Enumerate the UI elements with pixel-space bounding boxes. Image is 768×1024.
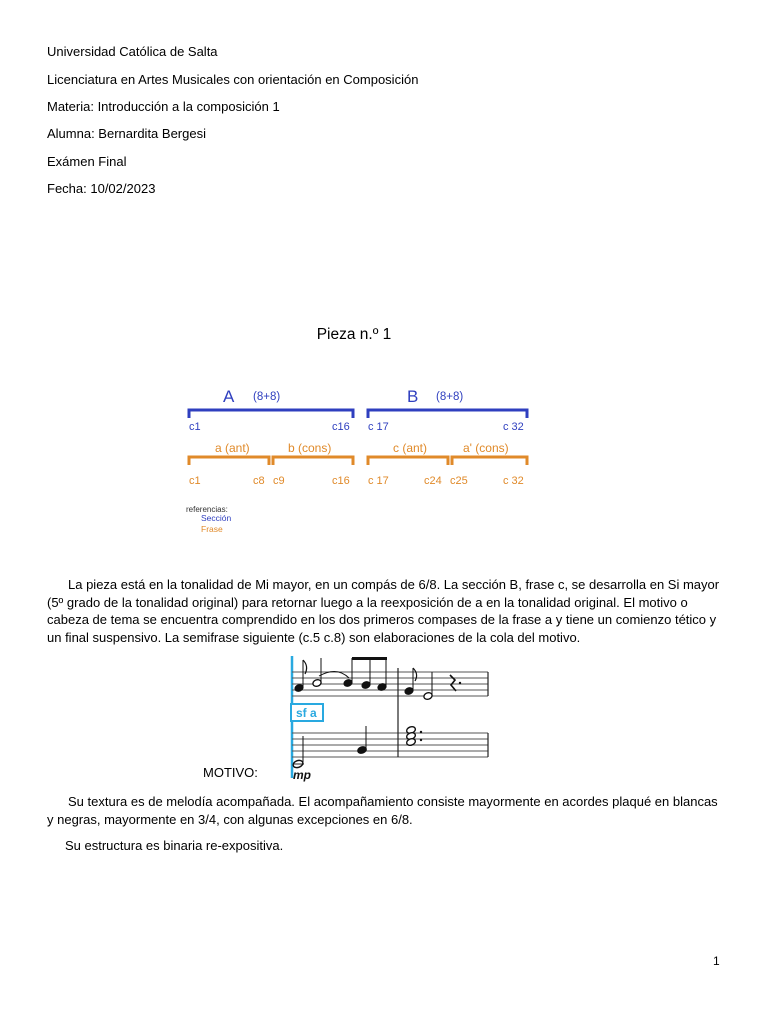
date-line: Fecha: 10/02/2023 bbox=[47, 181, 156, 196]
dot bbox=[459, 682, 461, 684]
phrase-c-start: c 17 bbox=[368, 475, 389, 487]
quarter-rest bbox=[450, 675, 456, 691]
legend-section: Sección bbox=[201, 513, 232, 523]
paragraph-structure-text: Su estructura es binaria re-expositiva. bbox=[65, 838, 284, 853]
phrase-a-end: c8 bbox=[253, 475, 265, 487]
phrase-b-label: b (cons) bbox=[288, 441, 332, 455]
phrase-c-label: c (ant) bbox=[393, 441, 428, 455]
student-line: Alumna: Bernardita Bergesi bbox=[47, 126, 206, 141]
section-b-start: c 17 bbox=[368, 421, 389, 433]
phrase-b-bracket bbox=[273, 457, 353, 465]
motif-melody-m1 bbox=[294, 657, 387, 692]
phrase-brackets bbox=[189, 457, 527, 465]
section-b-end: c 32 bbox=[503, 421, 524, 433]
section-b-bars: (8+8) bbox=[436, 391, 464, 403]
dot bbox=[420, 731, 422, 733]
piece-title: Pieza n.º 1 bbox=[316, 326, 392, 343]
section-a-label: A bbox=[223, 387, 235, 406]
degree-name: Licenciatura en Artes Musicales con orientación en Composición bbox=[47, 72, 419, 87]
phrase-a-start: c1 bbox=[189, 475, 201, 487]
legend-title: referencias: bbox=[186, 505, 228, 514]
paragraph-structure bbox=[47, 837, 727, 855]
phrase-b-start: c9 bbox=[273, 475, 285, 487]
university-name: Universidad Católica de Salta bbox=[47, 44, 218, 59]
subject-line: Materia: Introducción a la composición 1 bbox=[47, 99, 280, 114]
phrase-a-bracket bbox=[189, 457, 269, 465]
form-diagram bbox=[180, 380, 540, 540]
dynamic-marking: mp bbox=[293, 768, 311, 782]
motif-accompaniment bbox=[292, 726, 422, 769]
phrase-a2-label: a' (cons) bbox=[463, 441, 509, 455]
exam-line: Exámen Final bbox=[47, 154, 127, 169]
dot bbox=[420, 739, 422, 741]
phrase-a-label: a (ant) bbox=[215, 441, 250, 455]
paragraph-tonality bbox=[47, 576, 727, 646]
legend-phrase: Frase bbox=[201, 524, 223, 534]
section-a-start: c1 bbox=[189, 421, 201, 433]
note-flag bbox=[413, 668, 417, 681]
phrase-c-bracket bbox=[368, 457, 448, 465]
section-b-label: B bbox=[407, 387, 419, 406]
phrase-a2-start: c25 bbox=[450, 475, 468, 487]
section-a-bracket bbox=[189, 410, 353, 418]
section-brackets bbox=[189, 410, 527, 418]
phrase-a2-bracket bbox=[452, 457, 527, 465]
page-number: 1 bbox=[713, 954, 720, 968]
section-a-bars: (8+8) bbox=[253, 391, 281, 403]
section-a-end: c16 bbox=[332, 421, 350, 433]
motif-score bbox=[282, 654, 494, 782]
phrase-c-end: c24 bbox=[424, 475, 442, 487]
motif-sf-label: sf a bbox=[296, 706, 317, 720]
section-b-bracket bbox=[368, 410, 527, 418]
phrase-b-end: c16 bbox=[332, 475, 350, 487]
beam bbox=[352, 657, 387, 660]
paragraph-texture bbox=[47, 793, 727, 828]
paragraph-tonality-text: La pieza está en la tonalidad de Mi mayor, en un compás de 6/8. La sección B, frase c, se desarrolla en Si mayor (5º grado de la tonalidad original) para retornar luego a la reexposición de a en la tonalidad original. El motivo o cabeza de tema se encuentra comprendido en los dos primeros compases de la frase a y tiene un comienzo tético y un final suspensivo. La semifrase siguiente (c.5 c.8) son elaboraciones de la cola del motivo. bbox=[47, 577, 720, 645]
paragraph-texture-text: Su textura es de melodía acompañada. El acompañamiento consiste mayormente en acordes plaqué en blancas y negras, mayormente en 3/4, con algunas excepciones en 6/8. bbox=[47, 794, 718, 827]
motif-caption: MOTIVO: bbox=[203, 765, 258, 780]
phrase-a2-end: c 32 bbox=[503, 475, 524, 487]
lower-staff bbox=[292, 733, 488, 757]
